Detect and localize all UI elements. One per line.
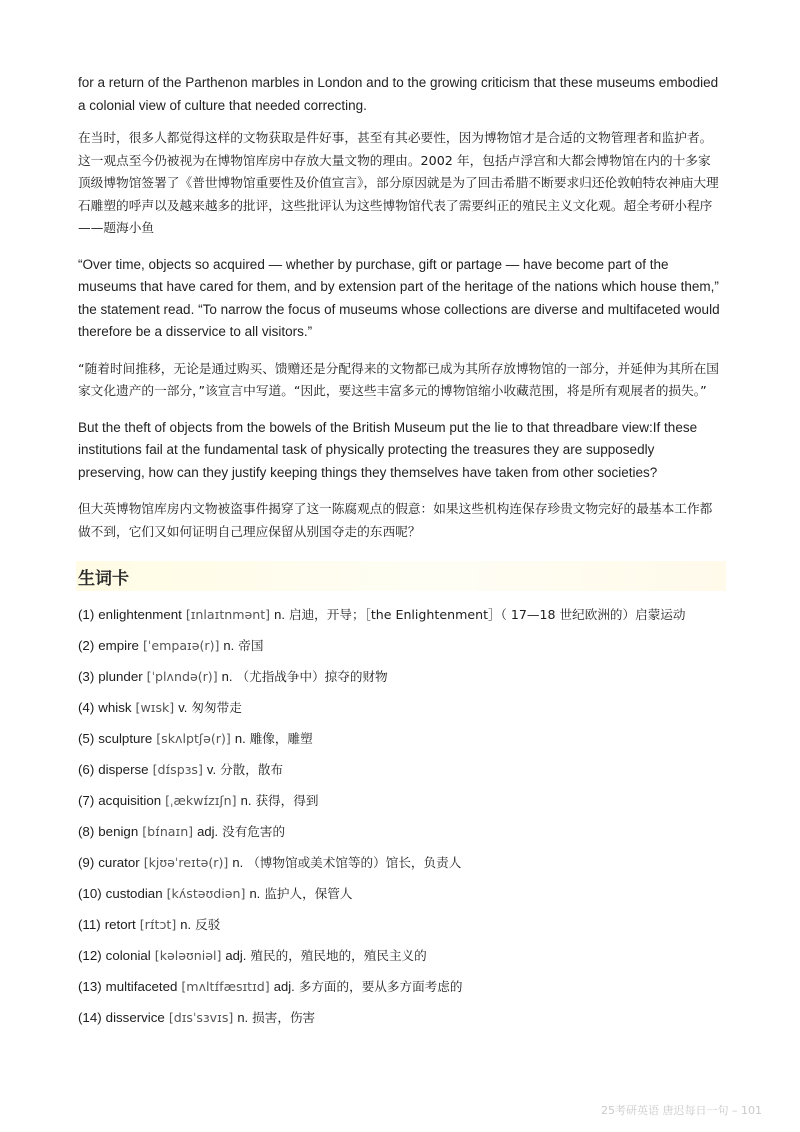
vocab-word: custodian [105,886,163,901]
vocab-card-title: 生词卡 [78,568,129,589]
vocab-word: empire [98,638,139,653]
paragraph-zh-1: 在当时，很多人都觉得这样的文物获取是件好事，甚至有其必要性，因为博物馆才是合适的文物管理者和监护者。这一观点至今仍被视为在博物馆库房中存放大量文物的理由。2002 年，包括卢浮宫和大都会博物馆在内的十多家顶级博物馆签署了《普世博物馆重要性及价值宣言》，部分原因就是为了回击希腊不断要求归还伦敦帕特农神庙大理石雕塑的呼声以及越来越多的批评，这些批评认为这些博物馆代表了需要纠正的殖民主义文化观。超全考研小程序——题海小鱼 [78,130,719,235]
vocab-word: disservice [105,1010,165,1025]
vocab-meaning: 没有危害的 [222,824,286,839]
vocab-number: (3) [78,669,95,684]
vocab-item [78,1002,722,1033]
vocab-item [78,754,722,785]
paragraph-en-2: “Over time, objects so acquired — whether by purchase, gift or partage — have become part of the museums that have cared for them, and by extension part of the heritage of the nations which house them,” the statement read. “To narrow the focus of museums whose collections are diverse and multifaceted would therefore be a disservice to all visitors.” [78,256,720,339]
vocab-phonetic: [ɪnlaɪtnmənt] [185,607,271,622]
vocab-pos: adj. [225,948,247,963]
vocab-meaning: 反驳 [195,917,221,932]
paragraph-en-1: for a return of the Parthenon marbles in London and to the growing criticism that these museums embodied a colonial view of culture that needed correcting. [78,75,719,113]
vocab-phonetic: [ˈempaɪə(r)] [142,638,220,653]
vocab-pos: adj. [273,979,295,994]
vocab-pos: v. [178,700,188,715]
vocab-item [78,816,722,847]
vocab-pos: v. [206,762,217,777]
vocab-meaning: 启迪，开导；［the Enlightenment］（ 17—18 世纪欧洲的）启蒙运动 [288,607,686,622]
vocab-phonetic: [ˈplʌndə(r)] [146,669,218,684]
vocab-pos: n. [223,638,235,653]
vocab-meaning: 损害，伤害 [252,1010,316,1025]
vocab-pos: n. [274,607,285,622]
vocab-meaning: 殖民的，殖民地的，殖民主义的 [250,948,427,963]
vocab-pos: adj. [197,824,219,839]
vocab-word: disperse [98,762,149,777]
vocab-phonetic: [wɪsk] [135,700,175,715]
vocab-phonetic: [dɪsˈsɜvɪs] [168,1010,234,1025]
paragraph-zh-2: “随着时间推移，无论是通过购买、馈赠还是分配得来的文物都已成为其所存放博物馆的一部分，并延伸为其所在国家文化遗产的一部分，”该宣言中写道。“因此，要这些丰富多元的博物馆缩小收藏范围，将是所有观展者的损失。” [78,360,719,398]
vocab-item [78,909,722,940]
vocab-item [78,785,722,816]
vocab-word: curator [98,855,140,870]
vocab-meaning: 帝国 [238,638,264,653]
vocab-item [78,723,722,754]
vocab-number: (9) [78,855,95,870]
vocab-meaning: （尤指战争中）掠夺的财物 [236,669,388,684]
vocab-item [78,692,722,723]
vocab-word: enlightenment [98,607,182,622]
vocab-phonetic: [kjʊəˈreɪtə(r)] [143,855,229,870]
vocab-word: retort [104,917,136,932]
vocab-item [78,940,722,971]
vocab-item [78,847,722,878]
vocab-word: acquisition [98,793,162,808]
vocab-item [78,599,722,630]
vocab-word: benign [98,824,139,839]
vocab-phonetic: [ˌækwɪ́zɪʃn] [165,793,237,808]
vocab-number: (12) [78,948,102,963]
vocab-number: (5) [78,731,95,746]
vocab-phonetic: [bɪ́naɪn] [142,824,194,839]
vocab-meaning: 匆匆带走 [191,700,242,715]
vocab-number: (8) [78,824,95,839]
vocab-number: (10) [78,886,102,901]
vocab-word: plunder [98,669,143,684]
vocab-number: (4) [78,700,95,715]
vocab-number: (13) [78,979,102,994]
vocab-phonetic: [dɪ́spɜs] [152,762,203,777]
article-body [78,72,722,1033]
page-footer: 25考研英语 唐迟每日一句 – 101 [601,1104,762,1117]
vocab-pos: n. [240,793,252,808]
vocab-number: (7) [78,793,95,808]
vocab-item [78,971,722,1002]
vocab-pos: n. [221,669,233,684]
vocab-list [78,599,722,1033]
vocab-phonetic: [mʌltɪ́fæsɪtɪd] [181,979,270,994]
vocab-pos: n. [237,1010,249,1025]
paragraph-en-3: But the theft of objects from the bowels of the British Museum put the lie to that threadbare view:If these institutions fail at the fundamental task of physically protecting the treasures they are supposedly preserving, how can they justify keeping things they themselves have taken from other societies? [78,419,698,480]
paragraph-zh-3: 但大英博物馆库房内文物被盗事件揭穿了这一陈腐观点的假意：如果这些机构连保存珍贵文物完好的最基本工作都做不到，它们又如何证明自己理应保留从别国夺走的东西呢？ [78,501,713,539]
vocab-number: (2) [78,638,95,653]
vocab-number: (6) [78,762,95,777]
vocab-meaning: 获得，得到 [255,793,319,808]
vocab-pos: n. [232,855,244,870]
vocab-item [78,630,722,661]
vocab-word: whisk [98,700,132,715]
vocab-phonetic: [rɪ́tɔt] [139,917,177,932]
vocab-item [78,878,722,909]
vocab-word: sculpture [98,731,153,746]
vocab-number: (1) [78,607,95,622]
vocab-card-header [76,561,726,591]
vocab-meaning: （博物馆或美术馆等的）馆长，负责人 [247,855,462,870]
vocab-number: (11) [78,917,101,932]
vocab-pos: n. [234,731,246,746]
vocab-meaning: 多方面的，要从多方面考虑的 [298,979,463,994]
vocab-pos: n. [180,917,192,932]
vocab-phonetic: [kələʊniəl] [154,948,222,963]
vocab-phonetic: [skʌlptʃə(r)] [156,731,231,746]
vocab-meaning: 雕像，雕塑 [249,731,313,746]
vocab-phonetic: [kʌ́stəʊdiən] [166,886,246,901]
vocab-word: colonial [105,948,151,963]
vocab-item [78,661,722,692]
vocab-number: (14) [78,1010,102,1025]
vocab-word: multifaceted [105,979,178,994]
vocab-pos: n. [249,886,261,901]
vocab-meaning: 分散，散布 [220,762,284,777]
vocab-meaning: 监护人，保管人 [264,886,353,901]
